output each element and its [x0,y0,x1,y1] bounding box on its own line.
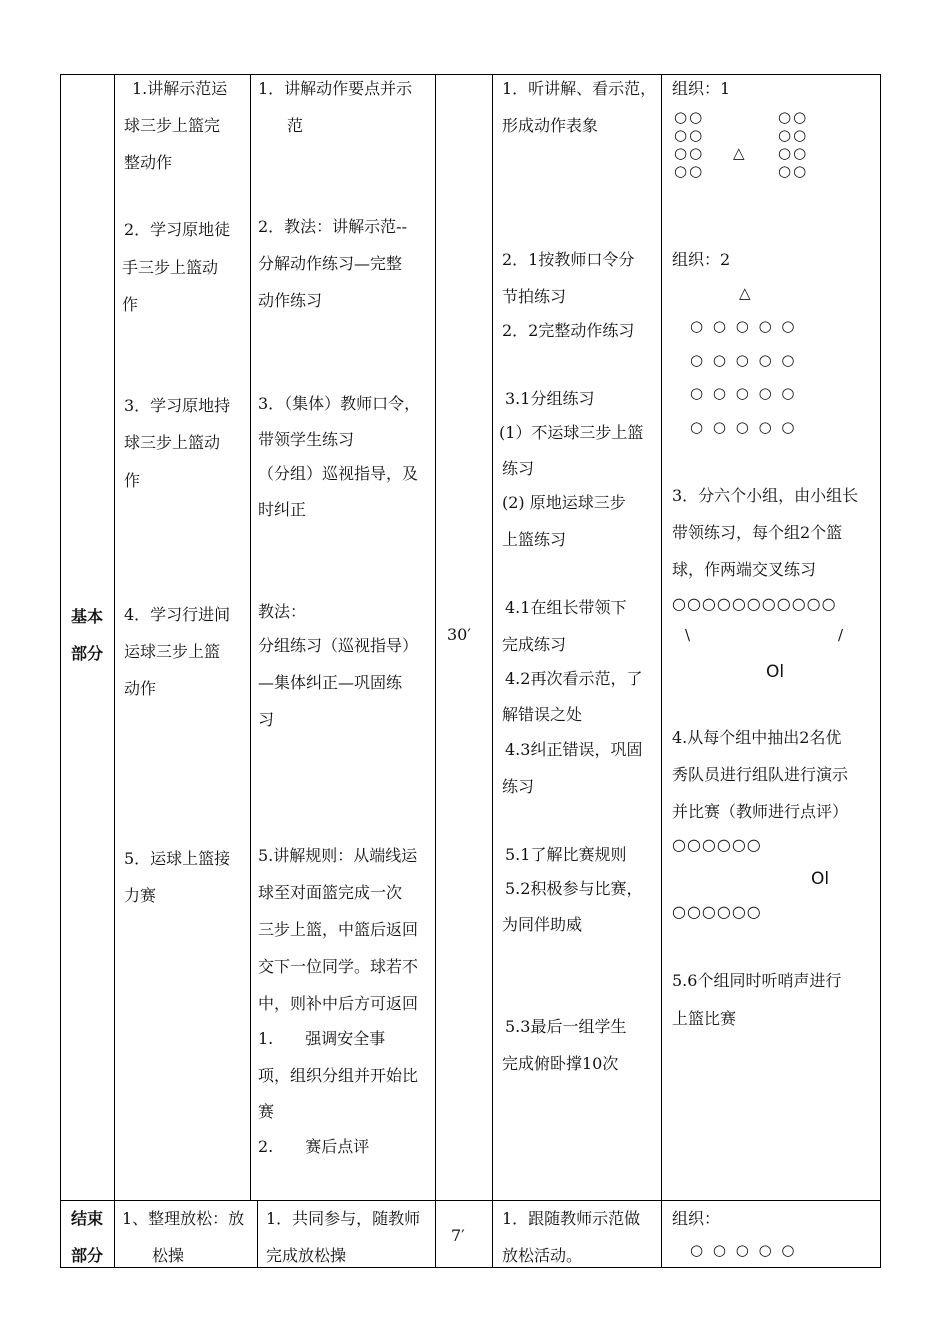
section-label-basic-1: 基本 [71,607,104,626]
basket-hoop-icon: Ol [811,869,830,889]
teacher-4-line-1: 教法： [258,602,307,621]
content-1-line-3: 整动作 [124,153,173,172]
formation-row-2: ○ ○ ○ ○ ○ [690,351,795,369]
teacher-2-line-2: 分解动作练习—完整 [258,254,403,273]
student-4-line-2: 完成练习 [502,635,567,654]
org-4-line-1: 4.从每个组中抽出2名优 [672,728,842,747]
student-2-line-3: 2．2完整动作练习 [502,321,635,340]
student-5-line-2: 5.2积极参与比赛， [505,879,643,898]
end-content-line-2: 松操 [152,1246,185,1265]
student-4-line-5: 4.3纠正错误，巩固 [505,740,643,759]
teacher-5-line-9: 2. 赛后点评 [258,1137,370,1156]
org-3-line-3: 球，作两端交叉练习 [672,560,817,579]
content-1-line-1: 1.讲解示范运 [132,79,228,98]
teacher-3-line-2: 带领学生练习 [258,430,355,449]
teacher-1-line-1: 1．讲解动作要点并示 [258,79,413,98]
content-3-line-1: 3．学习原地持 [124,396,231,415]
content-4-line-2: 运球三步上篮 [124,642,221,661]
content-4-line-3: 动作 [124,679,157,698]
teacher-2-line-1: 2．教法：讲解示范-- [258,217,407,236]
formation-left-row-2: ○○ [674,126,705,144]
student-5-line-1: 5.1了解比赛规则 [505,845,627,864]
student-5-line-3: 为同伴助威 [502,915,583,934]
end-teacher-line-1: 1．共同参与，随教师 [266,1209,421,1228]
teacher-5-line-5: 中，则补中后方可返回 [258,994,419,1013]
student-4-line-4: 解错误之处 [502,705,583,724]
org-3-line-2: 带领练习，每个组2个篮 [672,523,843,542]
formation-left-row-1: ○○ [674,108,705,126]
teacher-5-line-6: 1. 强调安全事 [258,1029,386,1048]
end-teacher-line-2: 完成放松操 [266,1246,347,1265]
org-4-line-3: 并比赛（教师进行点评） [672,802,849,821]
end-org-title: 组织： [672,1209,721,1228]
student-2-line-2: 节拍练习 [502,287,567,306]
col-divider-5 [661,74,662,1268]
teacher-3-line-1: 3．（集体）教师口令， [258,394,421,413]
team-row-top: ○○○○○○ [672,835,762,854]
teacher-5-line-8: 赛 [258,1102,275,1121]
student-2-line-1: 2．1按教师口令分 [502,250,635,269]
section-label-basic-2: 部分 [71,644,104,663]
student-3-line-2: (1）不运球三步上篮 [499,423,644,442]
content-1-line-2: 球三步上篮完 [124,116,221,135]
formation-row-4: ○ ○ ○ ○ ○ [690,418,795,436]
student-4-line-1: 4.1在组长带领下 [505,598,627,617]
table-divider-end [60,1200,881,1201]
org-5-line-2: 上篮比赛 [672,1009,737,1028]
teacher-2-line-3: 动作练习 [258,291,323,310]
end-formation-row: ○ ○ ○ ○ ○ [690,1241,795,1259]
student-3-line-1: 3.1分组练习 [505,389,595,408]
student-1-line-2: 形成动作表象 [502,116,599,135]
content-3-line-3: 作 [124,471,141,490]
section-label-end-1: 结束 [71,1209,104,1228]
cross-path-right: / [838,626,846,644]
col-divider-4 [492,74,493,1268]
formation-left-row-3: ○○ [674,144,705,162]
teacher-3-line-4: 时纠正 [258,500,307,519]
end-content-line-1: 1、整理放松：放 [122,1209,245,1228]
content-5-line-1: 5．运球上篮接 [124,849,231,868]
table-border-top [60,74,881,75]
teacher-5-line-7: 项，组织分组并开始比 [258,1066,419,1085]
formation-right-row-2: ○○ [778,126,809,144]
formation-right-row-3: ○○ [778,144,809,162]
teacher-5-line-3: 三步上篮，中篮后返回 [258,920,419,939]
org-5-line-1: 5.6个组同时听哨声进行 [672,971,842,990]
table-border-right [880,74,881,1268]
col-divider-3 [435,74,436,1268]
end-student-line-1: 1．跟随教师示范做 [502,1209,641,1228]
student-3-line-5: 上篮练习 [502,530,567,549]
col-divider-1 [114,74,115,1268]
teacher-4-line-3: —集体纠正—巩固练 [258,673,403,692]
teacher-5-line-4: 交下一位同学。球若不 [258,957,419,976]
content-4-line-1: 4．学习行进间 [124,605,231,624]
col-divider-2a [250,74,251,1200]
org-3-line-1: 3．分六个小组，由小组长 [672,486,859,505]
formation-row-3: ○ ○ ○ ○ ○ [690,384,795,402]
team-row-bottom: ○○○○○○ [672,902,762,921]
student-1-line-1: 1．听讲解、看示范， [502,79,657,98]
teacher-5-line-1: 5.讲解规则：从端线运 [258,846,418,865]
end-student-line-2: 放松活动。 [502,1246,583,1265]
teacher-triangle-icon: △ [733,144,747,162]
org-2-title: 组织：2 [672,250,731,269]
col-divider-2b [257,1200,258,1267]
student-3-line-3: 练习 [502,459,535,478]
org-4-line-2: 秀队员进行组队进行演示 [672,765,849,784]
teacher-3-line-3: （分组）巡视指导，及 [258,464,419,483]
basket-hoop-icon: Ol [766,662,785,682]
content-3-line-2: 球三步上篮动 [124,433,221,452]
content-2-line-3: 作 [122,295,139,314]
table-border-left [60,74,61,1268]
cross-path-left: \ [685,626,693,644]
formation-right-row-1: ○○ [778,108,809,126]
teacher-triangle-icon: △ [739,284,753,302]
teacher-5-line-2: 球至对面篮完成一次 [258,883,403,902]
content-2-line-1: 2．学习原地徒 [124,220,231,239]
table-border-bottom [60,1267,881,1268]
org-1-title: 组织：1 [672,79,731,98]
teacher-4-line-2: 分组练习（巡视指导） [258,636,419,655]
end-time: 7′ [451,1226,465,1245]
student-4-line-3: 4.2再次看示范，了 [505,669,643,688]
formation-line-eleven: ○○○○○○○○○○○ [672,594,837,613]
time-basic: 30′ [447,625,471,644]
student-3-line-4: (2) 原地运球三步 [502,493,626,512]
teacher-1-line-2: 范 [287,116,304,135]
student-5-line-4: 5.3最后一组学生 [505,1017,627,1036]
content-5-line-2: 力赛 [124,886,157,905]
formation-right-row-4: ○○ [778,162,809,180]
student-5-line-5: 完成俯卧撑10次 [502,1054,619,1073]
formation-row-1: ○ ○ ○ ○ ○ [690,317,795,335]
student-4-line-6: 练习 [502,777,535,796]
section-label-end-2: 部分 [71,1246,104,1265]
teacher-4-line-4: 习 [258,710,275,729]
formation-left-row-4: ○○ [674,162,705,180]
content-2-line-2: 手三步上篮动 [122,258,219,277]
